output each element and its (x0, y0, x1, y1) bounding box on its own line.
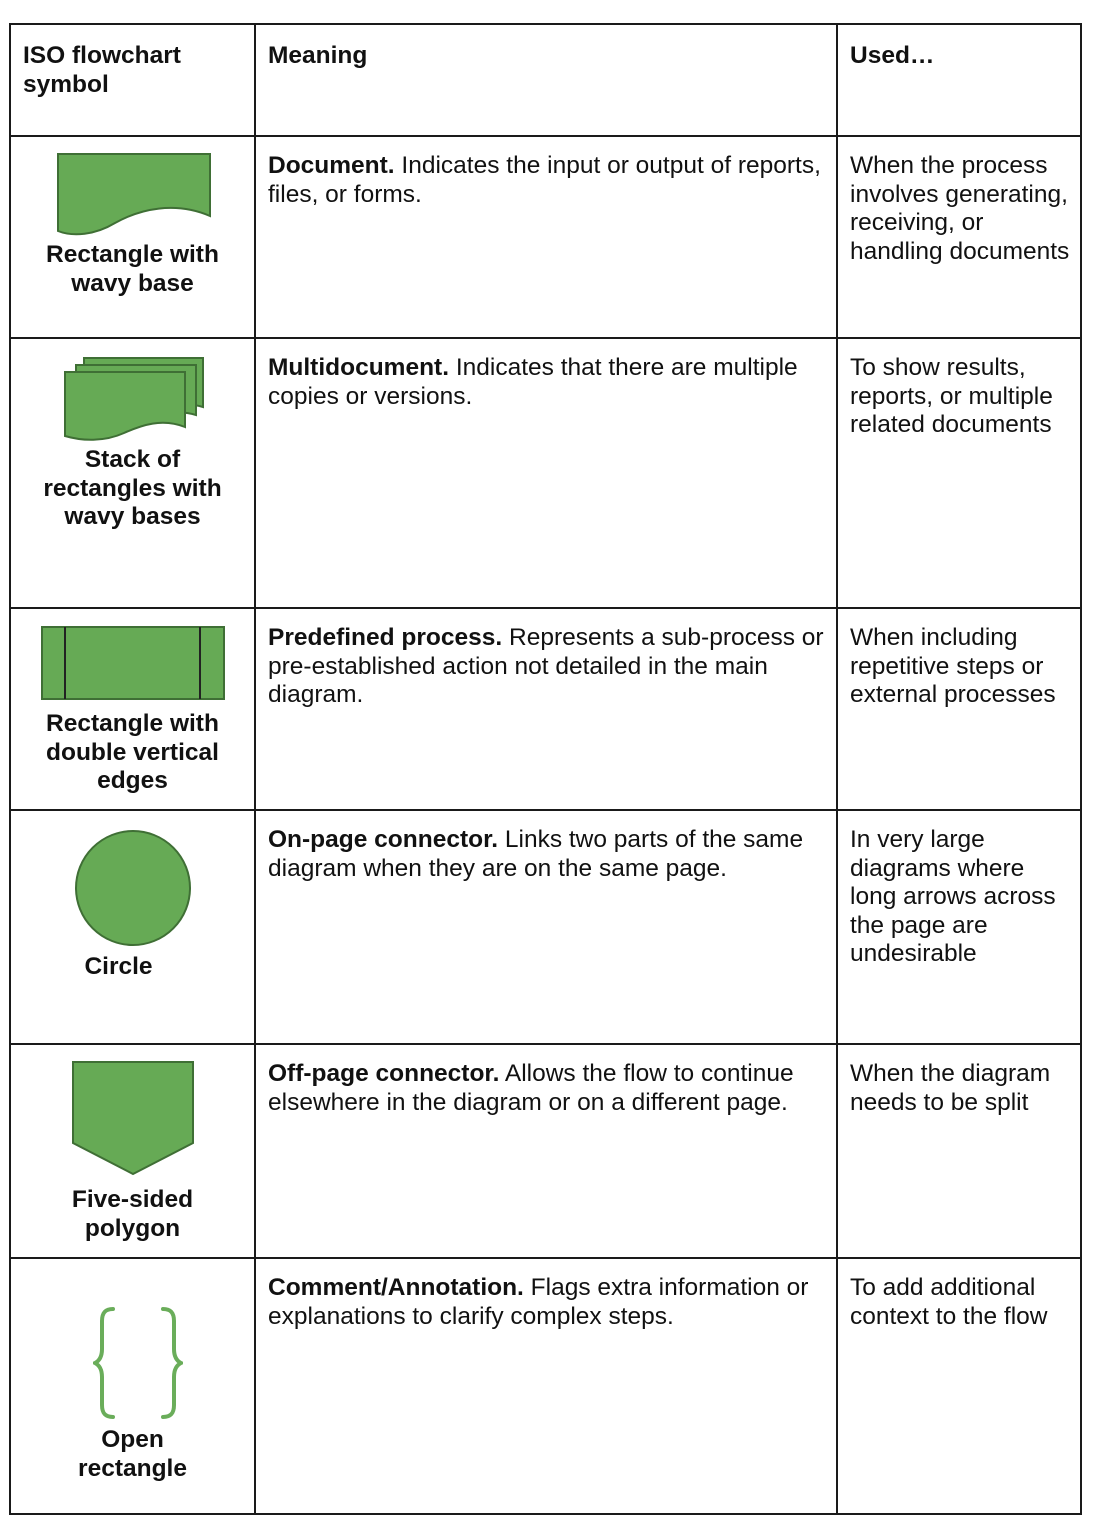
predefined-process-icon (40, 625, 226, 703)
symbol-cell (10, 136, 255, 338)
meaning-text (256, 1045, 836, 1117)
on-page-connector-icon (73, 828, 193, 948)
table-row (10, 608, 1081, 810)
header-meaning: Meaning (268, 42, 368, 69)
symbol-label: Rectangle with wavy base (46, 241, 219, 297)
used-cell (837, 1258, 1081, 1514)
symbol-cell (10, 810, 255, 1044)
symbol-label: Rectangle with double vertical edges (46, 710, 219, 795)
meaning-description: Flags extra information or explanations to clarify complex steps. (268, 1274, 809, 1330)
meaning-cell (255, 1044, 837, 1258)
used-cell (837, 338, 1081, 608)
header-used-cell (837, 24, 1081, 136)
annotation-braces-icon (93, 1305, 183, 1421)
meaning-description: Allows the flow to continue elsewhere in the diagram or on a different page. (268, 1060, 794, 1116)
meaning-description: Links two parts of the same diagram when they are on the same page. (268, 826, 804, 882)
symbol-label: Stack of rectangles with wavy bases (43, 446, 222, 531)
used-cell (837, 810, 1081, 1044)
symbol-label: Circle (84, 953, 153, 980)
symbol-cell (10, 338, 255, 608)
used-text: To show results, reports, or multiple related documents (850, 354, 1053, 439)
document-icon (55, 151, 215, 239)
used-text: When the diagram needs to be split (850, 1060, 1051, 1116)
header-symbol-cell (10, 24, 255, 136)
meaning-term: On-page connector. (268, 826, 499, 853)
meaning-cell (255, 136, 837, 338)
header-used: Used… (850, 42, 935, 69)
multidocument-icon (62, 355, 212, 447)
meaning-text (256, 811, 836, 883)
used-cell (837, 608, 1081, 810)
meaning-term: Comment/Annotation. (268, 1274, 524, 1301)
table-row (10, 1044, 1081, 1258)
meaning-term: Predefined process. (268, 624, 503, 651)
used-text: In very large diagrams where long arrows across the page are undesirable (850, 826, 1056, 968)
meaning-term: Multidocument. (268, 354, 450, 381)
header-meaning-cell (255, 24, 837, 136)
table-row (10, 338, 1081, 608)
symbol-label: Five-sided polygon (71, 1186, 194, 1242)
header-row (10, 24, 1081, 136)
meaning-text (256, 137, 836, 209)
symbol-label: Open rectangle (78, 1426, 187, 1482)
meaning-text (256, 1259, 836, 1331)
iso-flowchart-table (9, 23, 1082, 1515)
meaning-description: Represents a sub-process or pre-established action not detailed in the main diagram. (268, 624, 824, 709)
used-text: When the process involves generating, receiving, or handling documents (850, 152, 1070, 265)
symbol-cell (10, 1044, 255, 1258)
symbol-cell (10, 608, 255, 810)
used-cell (837, 136, 1081, 338)
used-text: To add additional context to the flow (850, 1274, 1048, 1330)
meaning-term: Off-page connector. (268, 1060, 500, 1087)
table-row (10, 136, 1081, 338)
symbol-cell (10, 1258, 255, 1514)
meaning-cell (255, 810, 837, 1044)
meaning-cell (255, 1258, 837, 1514)
header-symbol: ISO flowchart symbol (23, 42, 181, 98)
used-text: When including repetitive steps or external processes (850, 624, 1056, 709)
meaning-text (256, 609, 836, 710)
meaning-cell (255, 338, 837, 608)
table-row (10, 1258, 1081, 1514)
meaning-cell (255, 608, 837, 810)
meaning-text (256, 339, 836, 411)
off-page-connector-icon (70, 1059, 196, 1177)
meaning-description: Indicates the input or output of reports, files, or forms. (268, 152, 821, 208)
meaning-term: Document. (268, 152, 395, 179)
meaning-description: Indicates that there are multiple copies or versions. (268, 354, 798, 410)
used-cell (837, 1044, 1081, 1258)
table-row (10, 810, 1081, 1044)
